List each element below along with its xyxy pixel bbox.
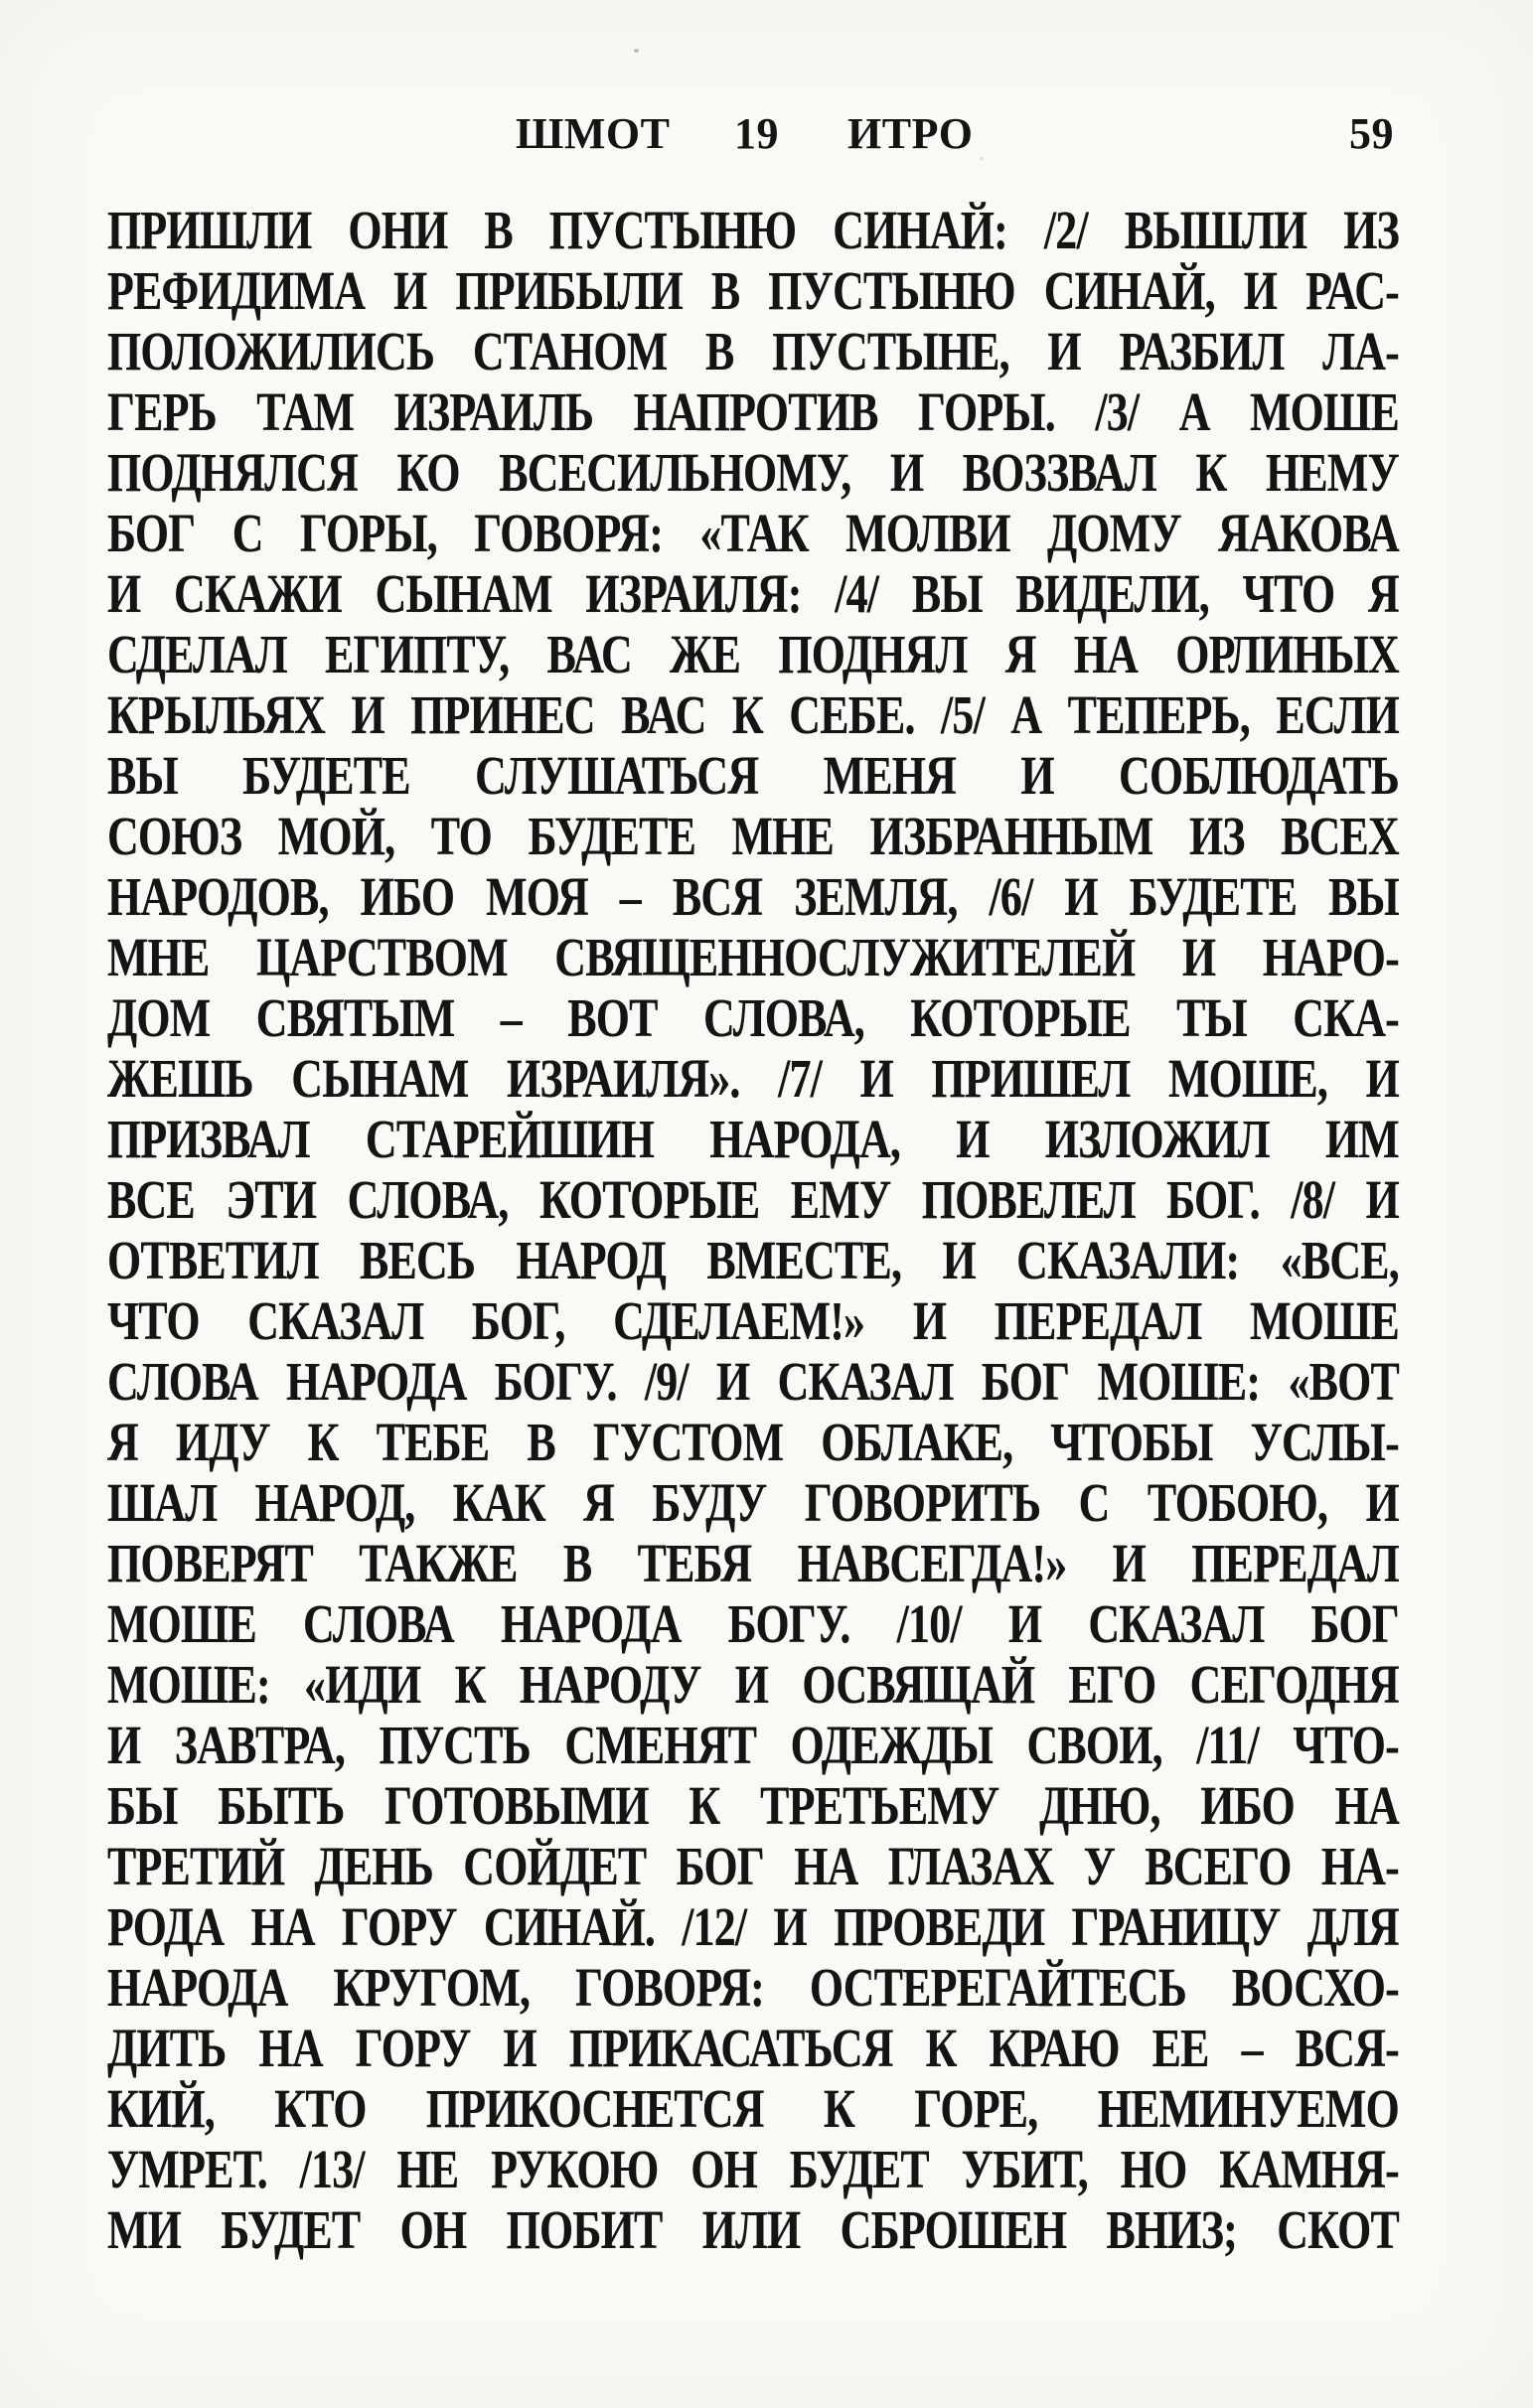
text-line: КИЙ, КТО ПРИКОСНЕТСЯ К ГОРЕ, НЕМИНУЕМО [107,2078,1399,2139]
text-line: ЖЕШЬ СЫНАМ ИЗРАИЛЯ». /7/ И ПРИШЕЛ МОШЕ, И [107,1048,1399,1109]
text-line: МНЕ ЦАРСТВОМ СВЯЩЕННОСЛУЖИТЕЛЕЙ И НАРО- [107,927,1399,987]
text-line: ОТВЕТИЛ ВЕСЬ НАРОД ВМЕСТЕ, И СКАЗАЛИ: «ВСЕ, [107,1230,1399,1290]
text-line: ГЕРЬ ТАМ ИЗРАИЛЬ НАПРОТИВ ГОРЫ. /3/ А МОШЕ [107,381,1399,442]
text-line: УМРЕТ. /13/ НЕ РУКОЮ ОН БУДЕТ УБИТ, НО КАМНЯ- [107,2139,1399,2199]
text-line: МОШЕ СЛОВА НАРОДА БОГУ. /10/ И СКАЗАЛ БОГ [107,1593,1399,1654]
text-line: РОДА НА ГОРУ СИНАЙ. /12/ И ПРОВЕДИ ГРАНИЦУ ДЛЯ [107,1896,1399,1957]
text-line: ПОВЕРЯТ ТАКЖЕ В ТЕБЯ НАВСЕГДА!» И ПЕРЕДАЛ [107,1533,1399,1593]
text-line: ПРИШЛИ ОНИ В ПУСТЫНЮ СИНАЙ: /2/ ВЫШЛИ ИЗ [107,200,1399,260]
text-line: ПРИЗВАЛ СТАРЕЙШИН НАРОДА, И ИЗЛОЖИЛ ИМ [107,1109,1399,1169]
text-line: ПОДНЯЛСЯ КО ВСЕСИЛЬНОМУ, И ВОЗЗВАЛ К НЕМУ [107,442,1399,503]
text-line: КРЫЛЬЯХ И ПРИНЕС ВАС К СЕБЕ. /5/ А ТЕПЕРЬ, ЕСЛИ [107,684,1399,745]
text-line: НАРОДА КРУГОМ, ГОВОРЯ: ОСТЕРЕГАЙТЕСЬ ВОСХО- [107,1957,1399,2018]
text-line: ПОЛОЖИЛИСЬ СТАНОМ В ПУСТЫНЕ, И РАЗБИЛ ЛА- [107,321,1399,381]
book-title: ШМОТ [516,109,671,158]
scan-speck [980,157,984,160]
text-line: ВСЕ ЭТИ СЛОВА, КОТОРЫЕ ЕМУ ПОВЕЛЕЛ БОГ. /8/ И [107,1169,1399,1230]
text-line: НАРОДОВ, ИБО МОЯ – ВСЯ ЗЕМЛЯ, /6/ И БУДЕТЕ ВЫ [107,866,1399,927]
scan-speck [634,49,639,53]
text-line: ШАЛ НАРОД, КАК Я БУДУ ГОВОРИТЬ С ТОБОЮ, И [107,1472,1399,1533]
text-line: РЕФИДИМА И ПРИБЫЛИ В ПУСТЫНЮ СИНАЙ, И РАС- [107,260,1399,321]
text-line: И ЗАВТРА, ПУСТЬ СМЕНЯТ ОДЕЖДЫ СВОИ, /11/ ЧТО- [107,1715,1399,1775]
text-line: И СКАЖИ СЫНАМ ИЗРАИЛЯ: /4/ ВЫ ВИДЕЛИ, ЧТО Я [107,563,1399,624]
text-line: СДЕЛАЛ ЕГИПТУ, ВАС ЖЕ ПОДНЯЛ Я НА ОРЛИНЫХ [107,624,1399,684]
text-line: ВЫ БУДЕТЕ СЛУШАТЬСЯ МЕНЯ И СОБЛЮДАТЬ [107,745,1399,806]
chapter-number: 19 [734,109,779,158]
body-text [107,200,1399,2260]
text-line: МИ БУДЕТ ОН ПОБИТ ИЛИ СБРОШЕН ВНИЗ; СКОТ [107,2199,1399,2260]
text-line: ДИТЬ НА ГОРУ И ПРИКАСАТЬСЯ К КРАЮ ЕЕ – ВСЯ- [107,2018,1399,2078]
page-number: 59 [1349,109,1394,158]
text-line: БЫ БЫТЬ ГОТОВЫМИ К ТРЕТЬЕМУ ДНЮ, ИБО НА [107,1775,1399,1836]
text-line: Я ИДУ К ТЕБЕ В ГУСТОМ ОБЛАКЕ, ЧТОБЫ УСЛЫ- [107,1412,1399,1472]
text-line: СОЮЗ МОЙ, ТО БУДЕТЕ МНЕ ИЗБРАННЫМ ИЗ ВСЕХ [107,806,1399,866]
text-line: ДОМ СВЯТЫМ – ВОТ СЛОВА, КОТОРЫЕ ТЫ СКА- [107,987,1399,1048]
text-line: БОГ С ГОРЫ, ГОВОРЯ: «ТАК МОЛВИ ДОМУ ЯАКОВА [107,503,1399,563]
parsha-name: ИТРО [847,109,974,158]
text-line: МОШЕ: «ИДИ К НАРОДУ И ОСВЯЩАЙ ЕГО СЕГОДНЯ [107,1654,1399,1715]
text-line: ЧТО СКАЗАЛ БОГ, СДЕЛАЕМ!» И ПЕРЕДАЛ МОШЕ [107,1290,1399,1351]
text-line: ТРЕТИЙ ДЕНЬ СОЙДЕТ БОГ НА ГЛАЗАХ У ВСЕГО НА- [107,1836,1399,1896]
text-line: СЛОВА НАРОДА БОГУ. /9/ И СКАЗАЛ БОГ МОШЕ: «ВОТ [107,1351,1399,1412]
